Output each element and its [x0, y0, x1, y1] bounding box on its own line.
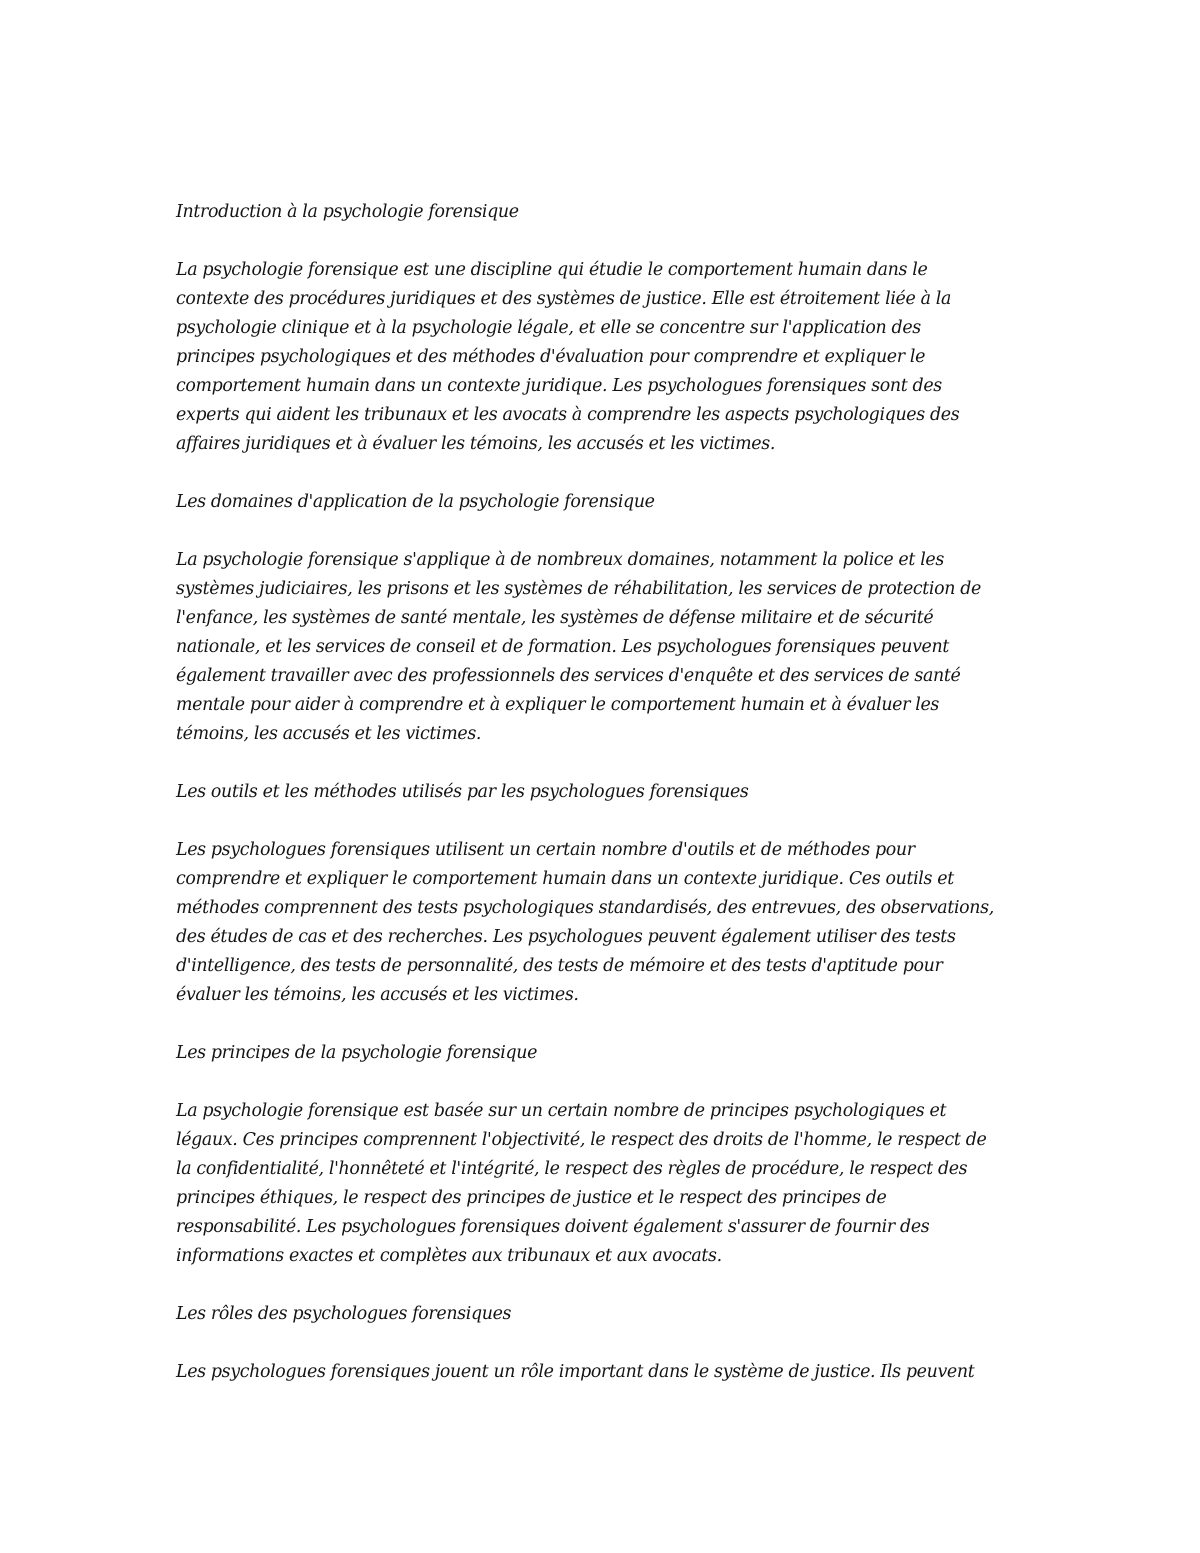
paragraph-line: informations exactes et complètes aux tribunaux et aux avocats. [176, 1246, 722, 1266]
paragraph [176, 836, 1036, 1010]
paragraph-line: contexte des procédures juridiques et des systèmes de justice. Elle est étroitement liée à la [176, 289, 952, 309]
section-heading [176, 198, 1036, 227]
paragraph-line: méthodes comprennent des tests psychologiques standardisés, des entrevues, des observations, [176, 898, 994, 918]
paragraph-line: La psychologie forensique s'applique à de nombreux domaines, notamment la police et les [176, 550, 944, 570]
heading-text: Les domaines d'application de la psychologie forensique [176, 492, 655, 512]
paragraph-line: principes psychologiques et des méthodes d'évaluation pour comprendre et expliquer le [176, 347, 926, 367]
paragraph-line: évaluer les témoins, les accusés et les victimes. [176, 985, 579, 1005]
heading-text: Les outils et les méthodes utilisés par les psychologues forensiques [176, 782, 749, 802]
section-heading [176, 488, 1036, 517]
paragraph-line: La psychologie forensique est basée sur un certain nombre de principes psychologiques et [176, 1101, 947, 1121]
paragraph-line: d'intelligence, des tests de personnalité, des tests de mémoire et des tests d'aptitude pour [176, 956, 943, 976]
section-heading [176, 1039, 1036, 1068]
paragraph-line: principes éthiques, le respect des principes de justice et le respect des principes de [176, 1188, 887, 1208]
heading-text: Les rôles des psychologues forensiques [176, 1304, 512, 1324]
paragraph-line: psychologie clinique et à la psychologie légale, et elle se concentre sur l'application des [176, 318, 921, 338]
paragraph-line: affaires juridiques et à évaluer les témoins, les accusés et les victimes. [176, 434, 775, 454]
section-heading [176, 1300, 1036, 1329]
paragraph-line: systèmes judiciaires, les prisons et les systèmes de réhabilitation, les services de protection de [176, 579, 982, 599]
paragraph-line: comportement humain dans un contexte juridique. Les psychologues forensiques sont des [176, 376, 942, 396]
paragraph-line: la confidentialité, l'honnêteté et l'intégrité, le respect des règles de procédure, le respect des [176, 1159, 968, 1179]
paragraph [176, 1358, 1036, 1387]
section-heading [176, 778, 1036, 807]
paragraph-line: experts qui aident les tribunaux et les avocats à comprendre les aspects psychologiques des [176, 405, 960, 425]
paragraph-line: Les psychologues forensiques utilisent un certain nombre d'outils et de méthodes pour [176, 840, 915, 860]
paragraph-line: La psychologie forensique est une discipline qui étudie le comportement humain dans le [176, 260, 928, 280]
heading-text: Les principes de la psychologie forensique [176, 1043, 538, 1063]
paragraph-line: comprendre et expliquer le comportement humain dans un contexte juridique. Ces outils et [176, 869, 954, 889]
paragraph-line: nationale, et les services de conseil et de formation. Les psychologues forensiques peuvent [176, 637, 949, 657]
heading-text: Introduction à la psychologie forensique [176, 202, 519, 222]
paragraph [176, 256, 1036, 459]
paragraph-line: Les psychologues forensiques jouent un rôle important dans le système de justice. Ils peuvent [176, 1362, 975, 1382]
paragraph-line: mentale pour aider à comprendre et à expliquer le comportement humain et à évaluer les [176, 695, 939, 715]
document-body [176, 198, 1036, 1416]
paragraph-line: l'enfance, les systèmes de santé mentale, les systèmes de défense militaire et de sécurité [176, 608, 934, 628]
paragraph-line: également travailler avec des professionnels des services d'enquête et des services de santé [176, 666, 961, 686]
paragraph-line: légaux. Ces principes comprennent l'objectivité, le respect des droits de l'homme, le respect de [176, 1130, 987, 1150]
paragraph-line: responsabilité. Les psychologues forensiques doivent également s'assurer de fournir des [176, 1217, 930, 1237]
paragraph [176, 1097, 1036, 1271]
paragraph-line: des études de cas et des recherches. Les psychologues peuvent également utiliser des tests [176, 927, 956, 947]
paragraph-line: témoins, les accusés et les victimes. [176, 724, 482, 744]
paragraph [176, 546, 1036, 749]
